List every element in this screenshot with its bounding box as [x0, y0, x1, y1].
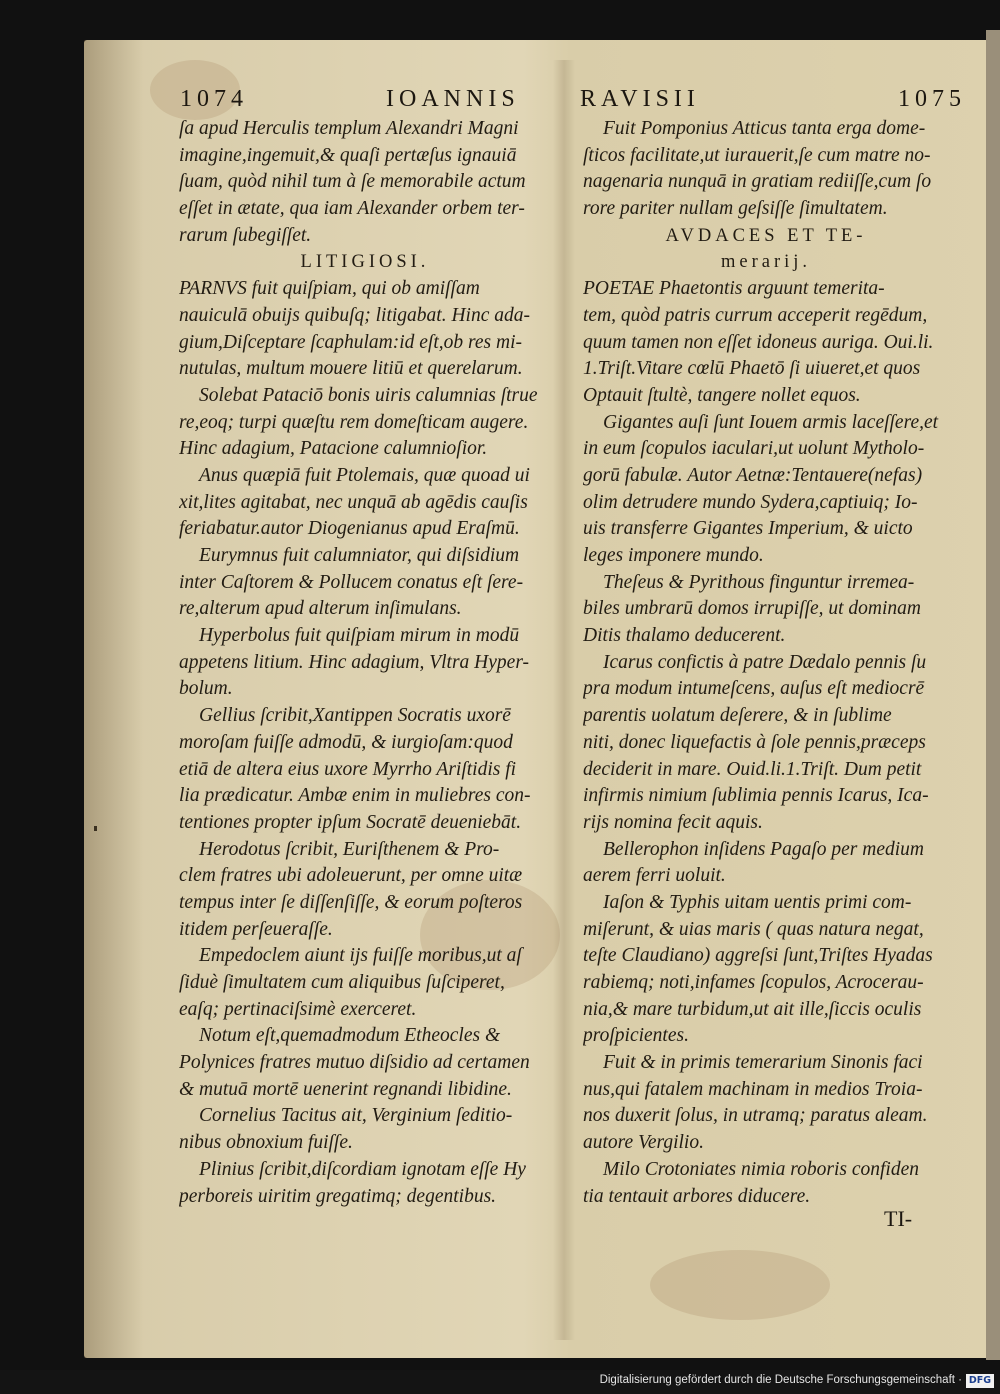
text-line: Fuit Pomponius Atticus tanta erga dome- — [603, 118, 926, 139]
text-line: tem, quòd patris currum acceperit regēdum, — [583, 304, 928, 326]
text-line: gium,Diſceptare ſcaphulam:id eſt,ob res mi- — [179, 331, 522, 353]
text-line: Plinius ſcribit,diſcordiam ignotam eſſe Hy — [199, 1158, 526, 1180]
text-line: Gellius ſcribit,Xantippen Socratis uxorē — [199, 705, 511, 727]
text-line: Iaſon & Typhis uitam uentis primi com- — [603, 891, 912, 913]
running-head-left: IOANNIS — [386, 86, 520, 112]
text-line: moroſam fuiſſe admodū, & iurgioſam:quod — [179, 731, 513, 753]
text-line: nus,qui fatalem machinam in medios Troia- — [583, 1078, 923, 1100]
text-line: Hinc adagium, Patacione calumnioſior. — [179, 438, 488, 460]
text-line: Hyperbolus fuit quiſpiam mirum in modū — [199, 625, 520, 647]
text-line: Eurymnus fuit calumniator, qui diſsidium — [199, 545, 520, 566]
text-line: nauiculā obuijs quibuſq; litigabat. Hinc ada- — [179, 304, 530, 326]
text-line: PARNVS fuit quiſpiam, qui ob amiſſam — [179, 278, 480, 300]
text-line: Solebat Pataciō bonis uiris calumnias ſtrue — [199, 384, 538, 406]
text-line: lia prædicatur. Ambæ enim in muliebres con- — [179, 785, 531, 807]
text-line: nia,& mare turbidum,ut ait ille,ſiccis oculis — [583, 998, 922, 1020]
text-line: olim detrudere mundo Sydera,captiuiq; Io- — [583, 491, 918, 513]
text-line: Empedoclem aiunt ijs fuiſſe moribus,ut aſ — [199, 945, 522, 967]
right-text-column — [583, 116, 949, 1210]
text-line: nibus obnoxium fuiſſe. — [179, 1132, 353, 1154]
text-line: Milo Crotoniates nimia roboris confiden — [603, 1158, 919, 1180]
text-line: 1.Triſt.Vitare cœlū Phaetō ſi uiueret,et quos — [583, 358, 921, 380]
text-line: rabiemq; noti,infames ſcopulos, Acrocerau- — [583, 972, 924, 993]
text-line: ſuam, quòd nihil tum à ſe memorabile actum — [179, 171, 526, 193]
text-line: itidem perſeueraſſe. — [179, 918, 333, 940]
text-line: miſerunt, & uias maris ( quas natura negat, — [583, 918, 924, 940]
text-line: eaſq; pertinaciſsimè exerceret. — [179, 998, 417, 1020]
text-line: bolum. — [179, 678, 233, 700]
text-line: autore Vergilio. — [583, 1132, 704, 1154]
text-line: niti, donec liquefactis à ſole pennis,præceps — [583, 731, 926, 753]
text-line: tentiones propter ipſum Socratē deueniebāt. — [179, 811, 522, 833]
text-line: feriabatur.autor Diogenianus apud Eraſmū. — [179, 518, 520, 540]
text-line: tia tentauit arbores diducere. — [583, 1185, 811, 1207]
text-line: leges imponere mundo. — [583, 545, 764, 566]
book-edge — [986, 30, 1000, 1360]
dfg-logo: DFG — [966, 1374, 994, 1388]
text-line: infirmis nimium ſublimia pennis Icarus, Ica- — [583, 785, 929, 807]
text-line: quum tamen non eſſet idoneus auriga. Oui.li. — [583, 331, 934, 353]
text-line: Anus quæpiā fuit Ptolemais, quæ quoad ui — [199, 464, 530, 486]
text-line: clem fratres ubi adoleuerunt, per omne uitæ — [179, 865, 523, 887]
text-line: nos duxerit ſolus, in utramq; paratus aleam. — [583, 1105, 928, 1127]
funding-notice: Digitalisierung gefördert durch die Deutsche Forschungsgemeinschaft · — [599, 1374, 962, 1386]
text-line: Polynices fratres mutuo diſsidio ad certamen — [179, 1052, 530, 1074]
ink-mark — [94, 826, 97, 831]
text-line: & mutuā mortē uenerint regnandi libidine. — [179, 1078, 512, 1100]
section-heading: LITIGIOSI. — [300, 252, 430, 273]
digitization-footer — [0, 1370, 1000, 1394]
text-line: Optauit ſtultè, tangere nollet equos. — [583, 384, 861, 406]
text-line: ſa apud Herculis templum Alexandri Magni — [179, 118, 519, 139]
text-line: appetens litium. Hinc adagium, Vltra Hyper- — [179, 651, 530, 673]
left-text-column — [179, 116, 551, 1210]
text-line: Gigantes auſi ſunt Iouem armis laceſſere,et — [603, 411, 939, 433]
text-line: Bellerophon inſidens Pagaſo per medium — [603, 838, 924, 860]
section-heading: AVDACES ET TE- — [665, 225, 867, 246]
text-line: Notum eſt,quemadmodum Etheocles & — [199, 1025, 501, 1047]
text-line: nagenaria nunquā in gratiam rediiſſe,cum ſo — [583, 171, 932, 193]
running-head-right: RAVISII — [580, 86, 700, 112]
text-line: re,eoq; turpi quæſtu rem domeſticam augere. — [179, 411, 529, 433]
text-line: in eum ſcopulos iaculari,ut uolunt Mytholo- — [583, 438, 925, 460]
text-line: teſte Claudiano) aggreſsi ſunt,Triſtes Hyadas — [583, 945, 933, 967]
page-shadow — [84, 40, 144, 1358]
page-number-right: 1075 — [898, 86, 966, 112]
text-line: perboreis uiritim gregatimq; degentibus. — [179, 1185, 497, 1207]
text-line: rore pariter nullam geſsiſſe ſimultatem. — [583, 198, 888, 220]
text-line: gorū fabulæ. Autor Aetnæ:Tentauere(nefas) — [583, 464, 923, 486]
text-line: rijs nomina fecit aquis. — [583, 811, 763, 833]
text-line: Fuit & in primis temerarium Sinonis faci — [603, 1052, 923, 1074]
text-line: Theſeus & Pyrithous finguntur irremea- — [603, 571, 915, 593]
text-line: eſſet in ætate, qua iam Alexander orbem ter- — [179, 198, 525, 220]
text-line: parentis uolatum deſerere, & in ſublime — [583, 705, 892, 727]
text-line: Ditis thalamo deducerent. — [583, 625, 786, 647]
section-heading: merarij. — [720, 252, 812, 273]
text-line: etiā de altera eius uxore Myrrho Ariſtidis fi — [179, 758, 517, 780]
text-line: ſiduè ſimultatem cum aliquibus ſuſciperet, — [179, 972, 505, 993]
text-line: Cornelius Tacitus ait, Verginium ſeditio- — [199, 1105, 513, 1127]
text-line: nutulas, multum mouere litiū et querelarum. — [179, 358, 523, 380]
text-line: re,alterum apud alterum inſimulans. — [179, 598, 462, 620]
column-gutter — [553, 60, 575, 1340]
text-line: ſticos facilitate,ut iurauerit,ſe cum matre no- — [583, 144, 931, 166]
text-line: deciderit in mare. Ouid.li.1.Triſt. Dum petit — [583, 758, 922, 780]
text-line: proſpicientes. — [583, 1025, 689, 1047]
text-line: aerem ferri uoluit. — [583, 865, 726, 887]
text-line: POETAE Phaetontis arguunt temerita- — [583, 278, 885, 300]
page-number-left: 1074 — [180, 86, 248, 112]
text-line: inter Caſtorem & Pollucem conatus eſt ſere- — [179, 571, 524, 593]
text-line: pra modum intumeſcens, auſus eſt mediocrē — [583, 678, 925, 700]
text-line: tempus inter ſe diſſenſiſſe, & eorum poſteros — [179, 891, 523, 913]
text-line: xit,lites agitabat, nec unquā ab agēdis cauſis — [179, 491, 528, 513]
paper-stain — [650, 1250, 830, 1320]
text-line: Icarus confictis à patre Dædalo pennis ſu — [603, 651, 927, 673]
text-line: rarum ſubegiſſet. — [179, 224, 312, 246]
text-line: uis transferre Gigantes Imperium, & uicto — [583, 518, 913, 540]
text-line: biles umbrarū domos irrupiſſe, ut dominam — [583, 598, 922, 620]
catchword: TI- — [884, 1206, 913, 1231]
text-line: imagine,ingemuit,& quaſi pertæſus ignauiā — [179, 144, 517, 166]
text-line: Herodotus ſcribit, Euriſthenem & Pro- — [199, 838, 500, 860]
